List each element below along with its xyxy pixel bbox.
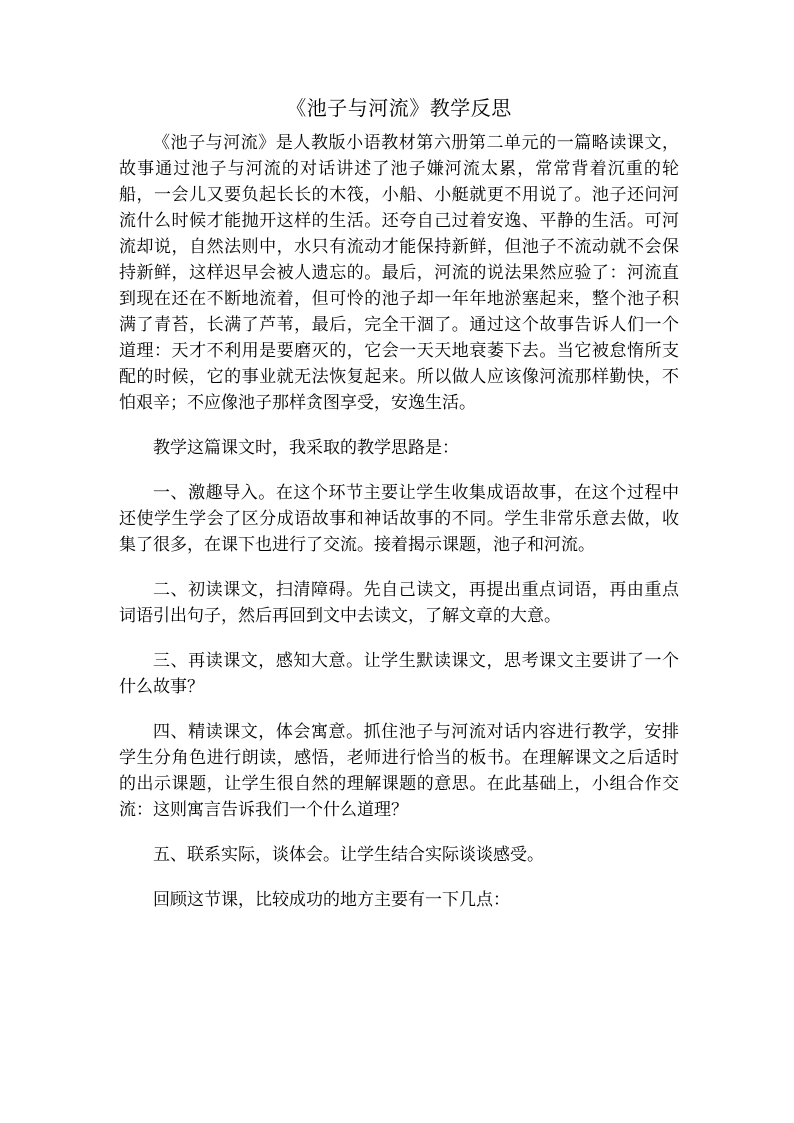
step-three-paragraph: 三、再读课文，感知大意。让学生默读课文，思考课文主要讲了一个什么故事？ [119,651,679,697]
document-title: 《池子与河流》教学反思 [286,96,512,120]
review-paragraph: 回顾这节课，比较成功的地方主要有一下几点： [153,890,510,910]
intro-paragraph: 《池子与河流》是人教版小语教材第六册第二单元的一篇略读课文，故事通过池子与河流的对话讲述了池子嫌河流太累，常常背着沉重的轮船，一会儿又要负起长长的木筏，小船、小艇就更不用说了。池子还问河流什么时候才能抛开这样的生活。还夸自己过着安逸、平静的生活。可河流却说，自然法则中，水只有流动才能保持新鲜，但池子不流动就不会保持新鲜，这样迟早会被人遗忘的。最后，河流的说法果然应验了：河流直到现在还在不断地流着，但可怜的池子却一年年地淤塞起来，整个池子积满了青苔，长满了芦苇，最后，完全干涸了。通过这个故事告诉人们一个道理：天才不利用是要磨灭的，它会一天天地衰萎下去。当它被怠惰所支配的时候，它的事业就无法恢复起来。所以做人应该像河流那样勤快，不怕艰辛；不应像池子那样贪图享受，安逸生活。 [119,133,679,413]
step-one-paragraph: 一、激趣导入。在这个环节主要让学生收集成语故事，在这个过程中还使学生学会了区分成语故事和神话故事的不同。学生非常乐意去做，收集了很多，在课下也进行了交流。接着揭示课题，池子和河流。 [119,483,679,555]
teaching-approach-paragraph: 教学这篇课文时，我采取的教学思路是： [153,438,459,458]
step-five-paragraph: 五、联系实际，谈体会。让学生结合实际谈谈感受。 [153,845,544,865]
step-two-paragraph: 二、初读课文，扫清障碍。先自己读文，再提出重点词语，再由重点词语引出句子，然后再回到文中去读文，了解文章的大意。 [119,580,679,626]
step-four-paragraph: 四、精读课文，体会寓意。抓住池子与河流对话内容进行教学，安排学生分角色进行朗读，感悟，老师进行恰当的板书。在理解课文之后适时的出示课题，让学生很自然的理解课题的意思。在此基础上，小组合作交流：这则寓言告诉我们一个什么道理？ [119,722,679,820]
document-page [119,94,679,913]
